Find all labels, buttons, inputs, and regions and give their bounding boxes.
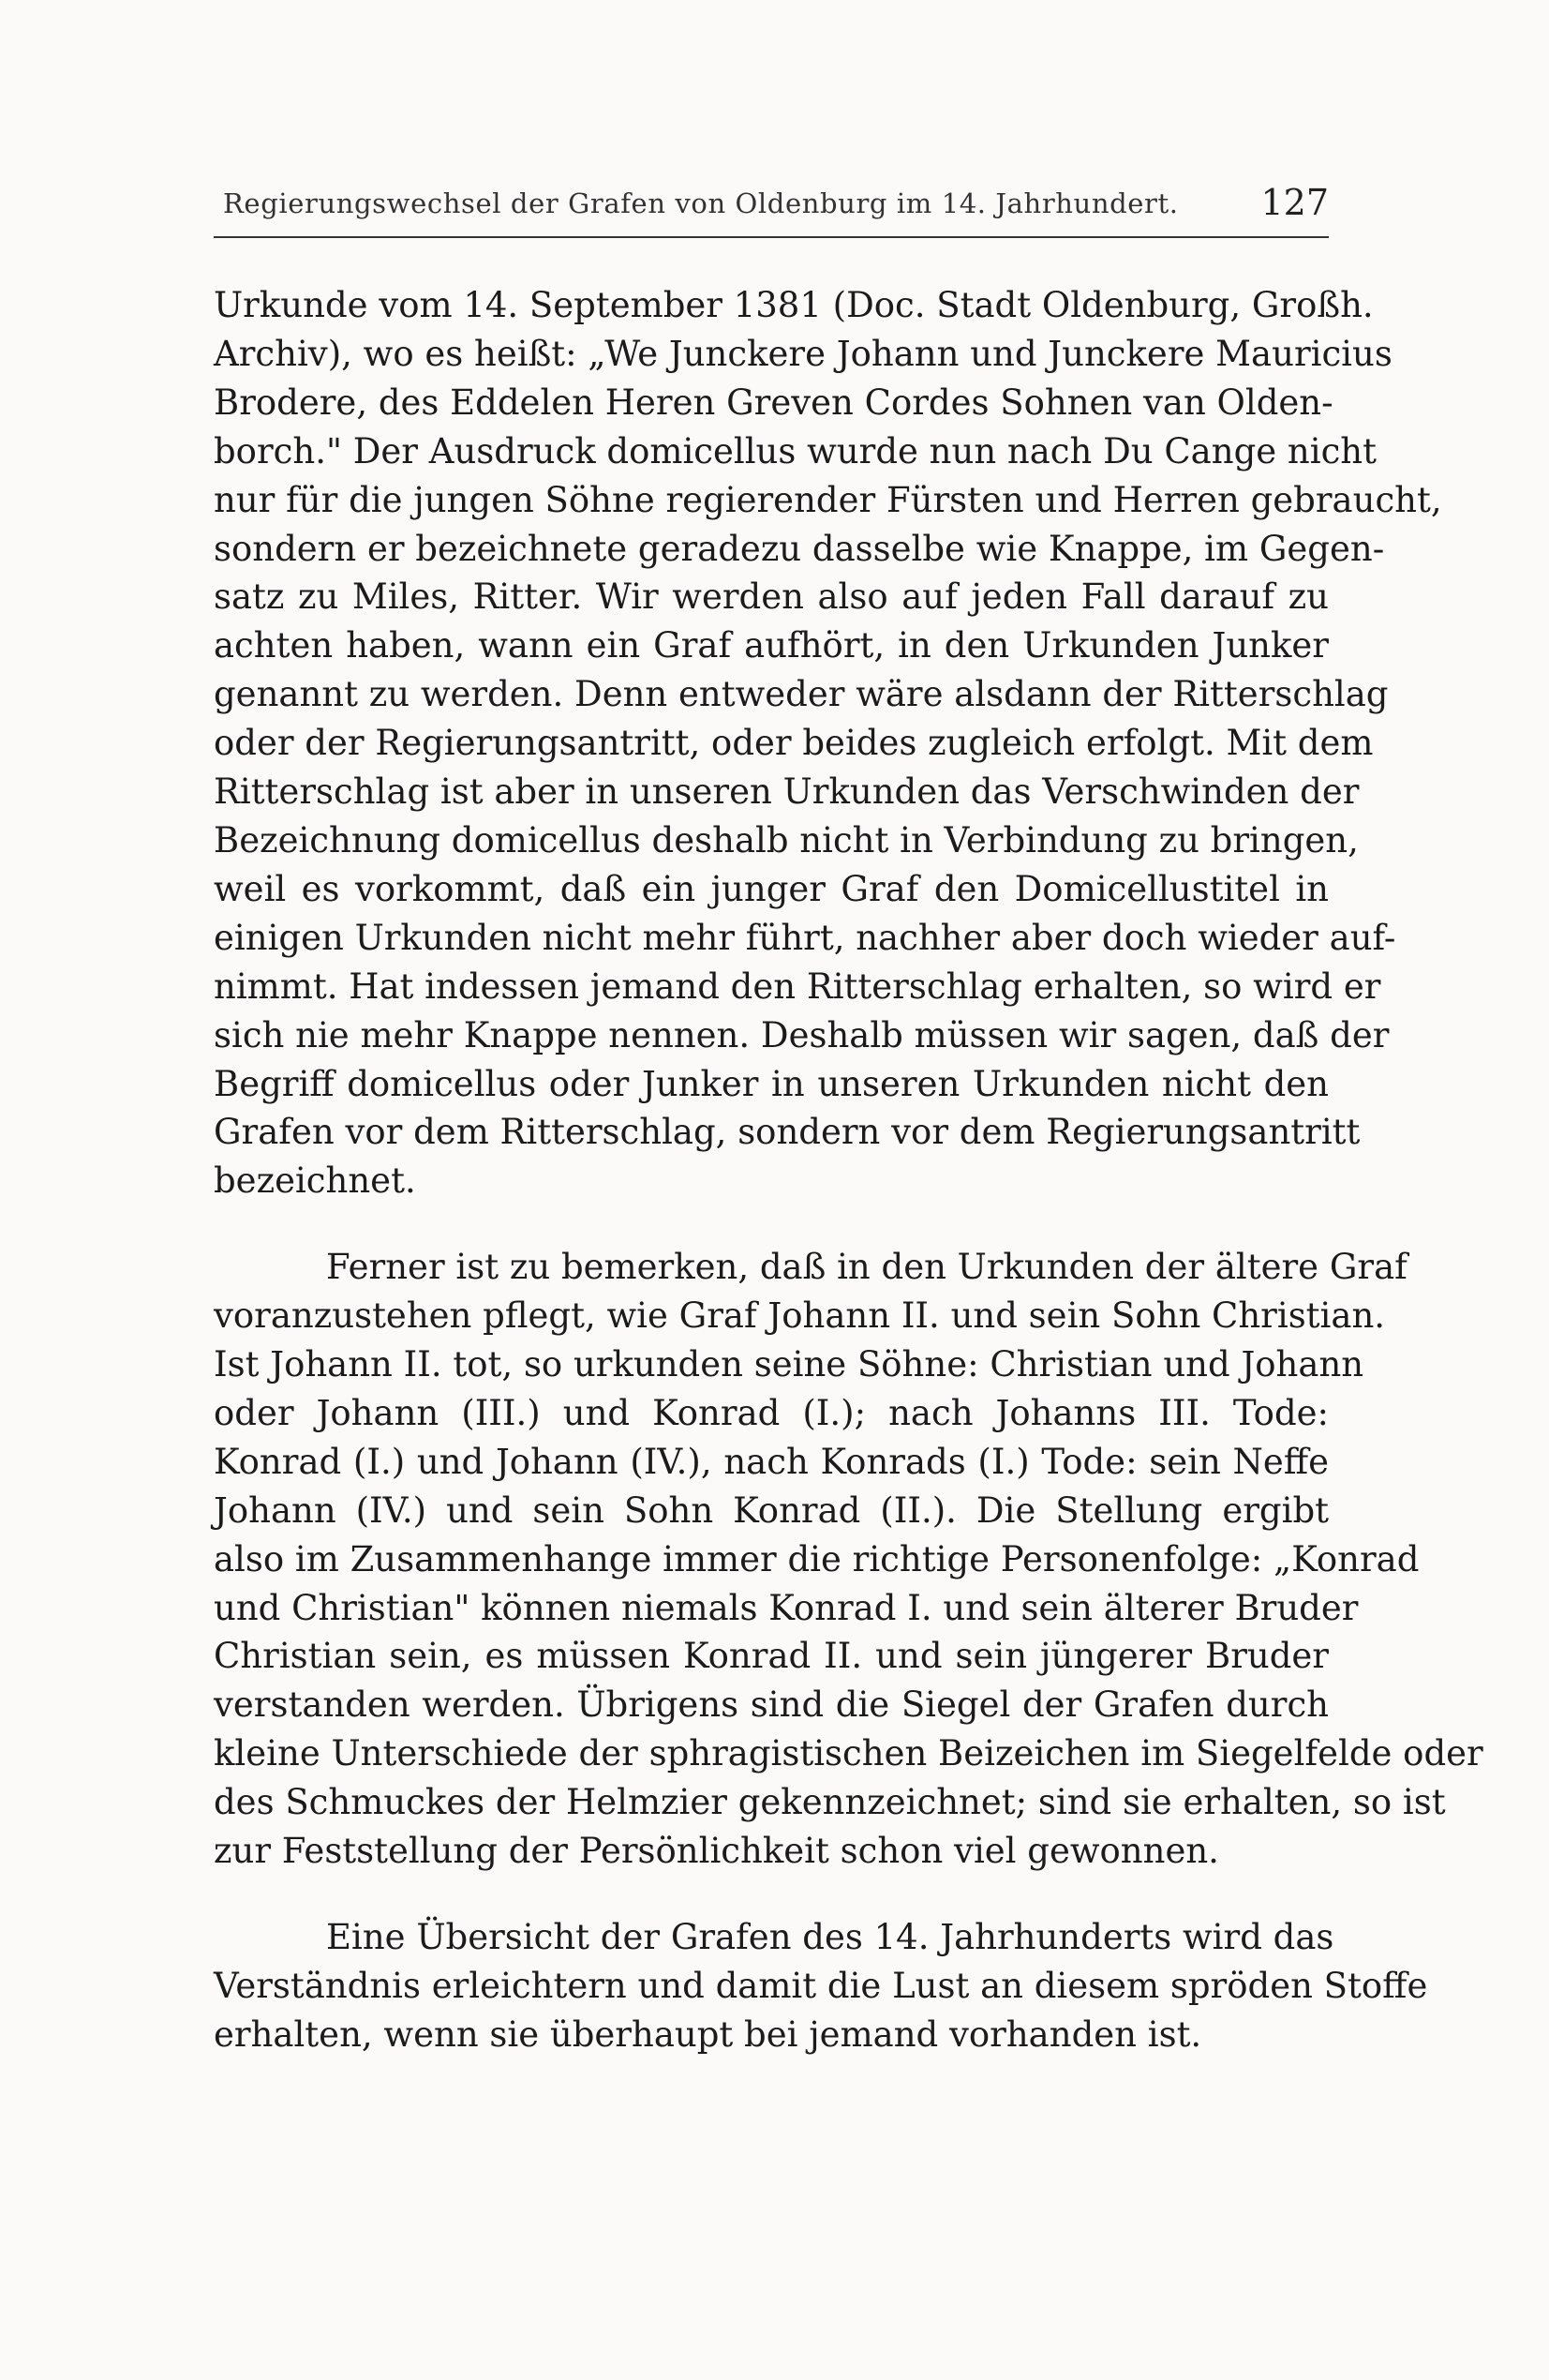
body-text	[214, 281, 1483, 2059]
text-line: sich nie mehr Knappe nennen. Deshalb müssen wir sagen, daß der	[214, 1014, 1390, 1055]
text-line: erhalten, wenn sie überhaupt bei jemand vorhanden ist.	[214, 2013, 1202, 2055]
text-line: verstanden werden. Übrigens sind die Siegel der Grafen durch	[214, 1684, 1329, 1726]
text-line: Grafen vor dem Ritterschlag, sondern vor dem Regierungsantritt	[214, 1112, 1361, 1153]
text-line: oder der Regierungsantritt, oder beides zugleich erfolgt. Mit dem	[214, 723, 1374, 764]
text-line: voranzustehen pflegt, wie Graf Johann II. und sein Sohn Christian.	[214, 1295, 1386, 1337]
text-line: Begriff domicellus oder Junker in unseren Urkunden nicht den	[214, 1063, 1329, 1104]
paragraph-domicellus	[214, 281, 1442, 1205]
text-line: zur Feststellung der Persönlichkeit schon viel gewonnen.	[214, 1831, 1219, 1872]
running-head	[214, 182, 1329, 238]
text-line: Eine Übersicht der Grafen des 14. Jahrhunderts wird das	[326, 1917, 1334, 1957]
paragraph-overview	[214, 1913, 1428, 2059]
text-line: Verständnis erleichtern und damit die Lust an diesem spröden Stoffe	[214, 1965, 1428, 2006]
paragraph-order-of-counts	[214, 1243, 1483, 1876]
text-line: weil es vorkommt, daß ein junger Graf den Domicellustitel in	[214, 868, 1329, 909]
text-line: Archiv), wo es heißt: „We Junckere Johann und Junckere Mauricius	[214, 333, 1393, 374]
text-line: einigen Urkunden nicht mehr führt, nachher aber doch wieder auf-	[214, 917, 1396, 958]
text-line: Brodere, des Eddelen Heren Greven Cordes Sohnen van Olden-	[214, 382, 1333, 423]
text-line: Ferner ist zu bemerken, daß in den Urkunden der ältere Graf	[326, 1247, 1408, 1288]
page-number: 127	[1260, 182, 1329, 223]
text-line: und Christian" können niemals Konrad I. und sein älterer Bruder	[214, 1587, 1359, 1628]
text-line: also im Zusammenhange immer die richtige Personenfolge: „Konrad	[214, 1538, 1420, 1579]
text-line: Ritterschlag ist aber in unseren Urkunden das Verschwinden der	[214, 771, 1360, 813]
text-line: satz zu Miles, Ritter. Wir werden also auf jeden Fall darauf zu	[214, 576, 1329, 618]
text-line: borch." Der Ausdruck domicellus wurde nun nach Du Cange nicht	[214, 430, 1377, 472]
text-line: Konrad (I.) und Johann (IV.), nach Konrads (I.) Tode: sein Neffe	[214, 1441, 1329, 1482]
text-line: Bezeichnung domicellus deshalb nicht in Verbindung zu bringen,	[214, 819, 1359, 861]
text-line: kleine Unterschiede der sphragistischen Beizeichen im Siegelfelde oder	[214, 1733, 1483, 1774]
text-line: Christian sein, es müssen Konrad II. und sein jüngerer Bruder	[214, 1636, 1329, 1677]
text-line: oder Johann (III.) und Konrad (I.); nach Johanns III. Tode:	[214, 1392, 1329, 1433]
running-title: Regierungswechsel der Grafen von Oldenburg im 14. Jahrhundert.	[223, 187, 1179, 219]
text-line: genannt zu werden. Denn entweder wäre alsdann der Ritterschlag	[214, 674, 1389, 715]
paragraph-gap	[214, 1205, 1329, 1243]
text-line: sondern er bezeichnete geradezu dasselbe wie Knappe, im Gegen-	[214, 528, 1385, 569]
text-line: nur für die jungen Söhne regierender Fürsten und Herren gebraucht,	[214, 479, 1442, 520]
text-line: Ist Johann II. tot, so urkunden seine Söhne: Christian und Johann	[214, 1344, 1364, 1385]
text-line: bezeichnet.	[214, 1160, 416, 1202]
text-line: nimmt. Hat indessen jemand den Ritterschlag erhalten, so wird er	[214, 965, 1381, 1007]
paragraph-gap	[214, 1876, 1329, 1913]
text-line: achten haben, wann ein Graf aufhört, in den Urkunden Junker	[214, 625, 1329, 666]
text-line: Johann (IV.) und sein Sohn Konrad (II.). Die Stellung ergibt	[214, 1489, 1329, 1531]
text-line: Urkunde vom 14. September 1381 (Doc. Stadt Oldenburg, Großh.	[214, 285, 1374, 325]
text-line: des Schmuckes der Helmzier gekennzeichnet; sind sie erhalten, so ist	[214, 1782, 1446, 1823]
